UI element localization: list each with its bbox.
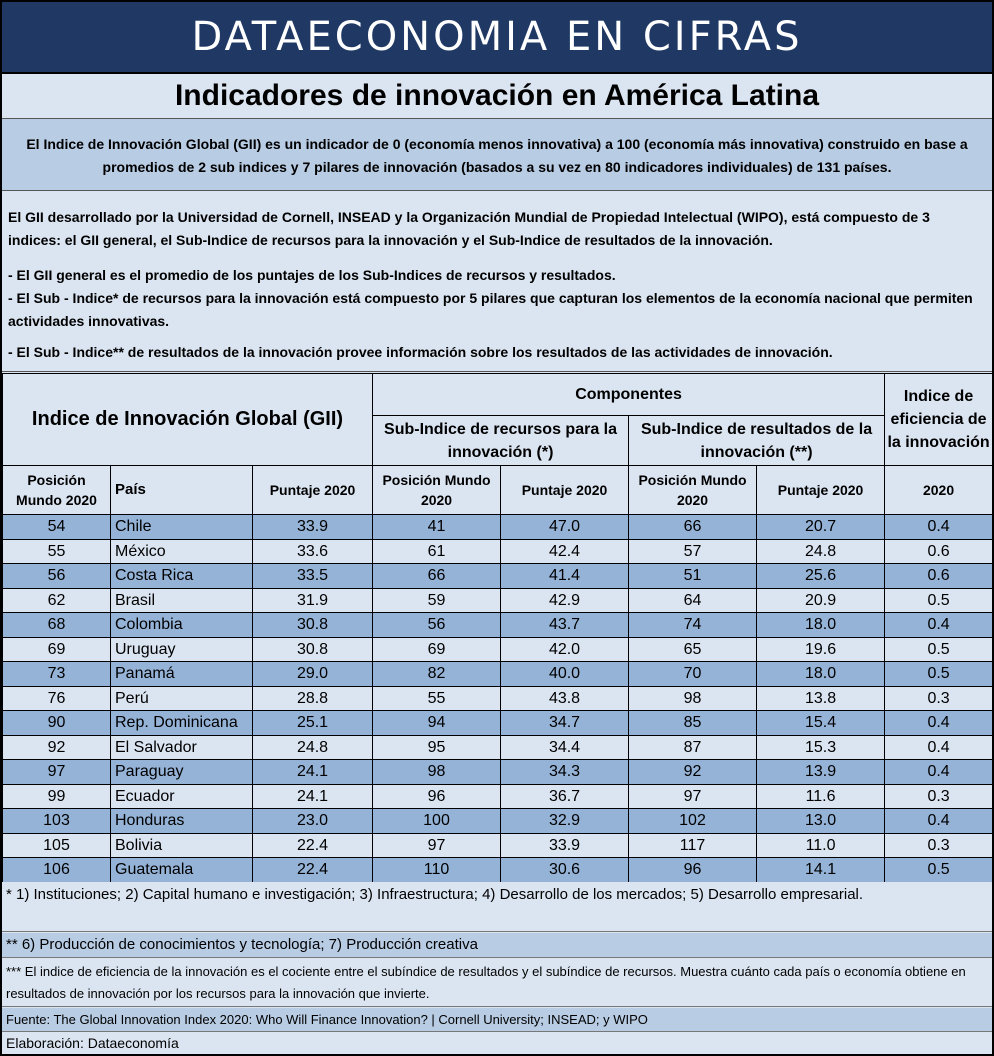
posicion-cell: 106	[3, 858, 111, 883]
table-row	[3, 613, 993, 638]
table-row	[3, 662, 993, 687]
rec-posicion-cell: 82	[373, 662, 501, 687]
rec-posicion-cell: 66	[373, 564, 501, 589]
table-row	[3, 809, 993, 834]
posicion-cell: 99	[3, 784, 111, 809]
pais-cell: Panamá	[111, 662, 253, 687]
gii-table-body	[3, 515, 993, 883]
res-posicion-cell: 98	[629, 686, 757, 711]
pais-cell: México	[111, 539, 253, 564]
rec-puntaje-cell: 34.3	[501, 760, 629, 785]
res-posicion-cell: 51	[629, 564, 757, 589]
eficiencia-cell: 0.3	[885, 686, 993, 711]
eficiencia-cell: 0.3	[885, 784, 993, 809]
rec-puntaje-cell: 41.4	[501, 564, 629, 589]
rec-posicion-cell: 96	[373, 784, 501, 809]
rec-puntaje-cell: 32.9	[501, 809, 629, 834]
rec-posicion-cell: 97	[373, 833, 501, 858]
eficiencia-cell: 0.6	[885, 564, 993, 589]
eficiencia-cell: 0.4	[885, 809, 993, 834]
puntaje-cell: 33.9	[253, 515, 373, 540]
eficiencia-cell: 0.5	[885, 858, 993, 883]
eficiencia-cell: 0.4	[885, 760, 993, 785]
res-posicion-cell: 74	[629, 613, 757, 638]
eficiencia-cell: 0.5	[885, 588, 993, 613]
rec-puntaje-cell: 34.7	[501, 711, 629, 736]
puntaje-cell: 22.4	[253, 833, 373, 858]
pais-cell: Brasil	[111, 588, 253, 613]
rec-posicion-cell: 56	[373, 613, 501, 638]
posicion-cell: 69	[3, 637, 111, 662]
res-puntaje-cell: 18.0	[757, 662, 885, 687]
res-puntaje-cell: 14.1	[757, 858, 885, 883]
res-posicion-cell: 70	[629, 662, 757, 687]
col-rec-puntaje-header: Puntaje 2020	[501, 466, 629, 515]
puntaje-cell: 31.9	[253, 588, 373, 613]
res-puntaje-cell: 13.9	[757, 760, 885, 785]
puntaje-cell: 30.8	[253, 613, 373, 638]
description-bullet-general: - El GII general es el promedio de los puntajes de los Sub-Indices de recursos y resultados.	[8, 267, 616, 283]
res-puntaje-cell: 20.9	[757, 588, 885, 613]
rec-puntaje-cell: 42.9	[501, 588, 629, 613]
posicion-cell: 55	[3, 539, 111, 564]
eficiencia-cell: 0.5	[885, 662, 993, 687]
table-row	[3, 588, 993, 613]
rec-posicion-cell: 69	[373, 637, 501, 662]
rec-posicion-cell: 41	[373, 515, 501, 540]
table-row	[3, 760, 993, 785]
posicion-cell: 68	[3, 613, 111, 638]
col-posicion-header: Posición Mundo 2020	[3, 466, 111, 515]
rec-puntaje-cell: 43.8	[501, 686, 629, 711]
posicion-cell: 97	[3, 760, 111, 785]
pais-cell: Ecuador	[111, 784, 253, 809]
gii-table	[2, 373, 993, 883]
col-puntaje-header: Puntaje 2020	[253, 466, 373, 515]
componentes-header: Componentes	[373, 374, 885, 416]
table-row	[3, 858, 993, 883]
res-puntaje-cell: 24.8	[757, 539, 885, 564]
eficiencia-cell: 0.6	[885, 539, 993, 564]
pais-cell: Guatemala	[111, 858, 253, 883]
res-posicion-cell: 102	[629, 809, 757, 834]
pais-cell: Uruguay	[111, 637, 253, 662]
table-row	[3, 711, 993, 736]
pais-cell: Costa Rica	[111, 564, 253, 589]
posicion-cell: 105	[3, 833, 111, 858]
puntaje-cell: 24.8	[253, 735, 373, 760]
puntaje-cell: 25.1	[253, 711, 373, 736]
footnote-eficiencia: *** El indice de eficiencia de la innovación es el cociente entre el subíndice de resultados y el subíndice de recursos. Muestra cuánto cada país o economía obtiene en resultados de innovación por los recursos para la innovación que invierte.	[2, 959, 992, 1007]
credit-note: Elaboración: Dataeconomía	[2, 1033, 992, 1054]
res-posicion-cell: 57	[629, 539, 757, 564]
footnote-resultados: ** 6) Producción de conocimientos y tecnología; 7) Producción creativa	[2, 933, 992, 958]
source-note: Fuente: The Global Innovation Index 2020: Who Will Finance Innovation? | Cornell University; INSEAD; y WIPO	[2, 1008, 992, 1032]
rec-puntaje-cell: 36.7	[501, 784, 629, 809]
res-posicion-cell: 64	[629, 588, 757, 613]
res-posicion-cell: 97	[629, 784, 757, 809]
intro-text: El Indice de Innovación Global (GII) es un indicador de 0 (economía menos innovativa) a 100 (economía más innovativa) construido en base a promedios de 2 sub indices y 7 pilares de innovación (basados a su vez en 80 indicadores individuales) de 131 países.	[2, 119, 992, 191]
res-posicion-cell: 66	[629, 515, 757, 540]
res-puntaje-cell: 20.7	[757, 515, 885, 540]
posicion-cell: 103	[3, 809, 111, 834]
rec-puntaje-cell: 34.4	[501, 735, 629, 760]
table-row	[3, 515, 993, 540]
pais-cell: Chile	[111, 515, 253, 540]
description-paragraph: El GII desarrollado por la Universidad de Cornell, INSEAD y la Organización Mundial de Propiedad Intelectual (WIPO), está compuesto de 3 indices: el GII general, el Sub-Indice de recursos para la innovación y el Sub-Indice de resultados de la innovación.	[8, 209, 930, 248]
banner-title: DATAECONOMIA EN CIFRAS	[2, 2, 992, 74]
eficiencia-cell: 0.4	[885, 735, 993, 760]
table-row	[3, 686, 993, 711]
rec-puntaje-cell: 30.6	[501, 858, 629, 883]
res-posicion-cell: 85	[629, 711, 757, 736]
posicion-cell: 56	[3, 564, 111, 589]
res-posicion-cell: 65	[629, 637, 757, 662]
col-res-posicion-header: Posición Mundo 2020	[629, 466, 757, 515]
description-bullet-resultados: - El Sub - Indice** de resultados de la innovación provee información sobre los resultados de las actividades de innovación.	[8, 344, 833, 360]
posicion-cell: 62	[3, 588, 111, 613]
res-puntaje-cell: 13.0	[757, 809, 885, 834]
col-eficiencia-header: 2020	[885, 466, 993, 515]
rec-posicion-cell: 100	[373, 809, 501, 834]
puntaje-cell: 29.0	[253, 662, 373, 687]
res-posicion-cell: 92	[629, 760, 757, 785]
rec-posicion-cell: 55	[373, 686, 501, 711]
rec-puntaje-cell: 42.4	[501, 539, 629, 564]
puntaje-cell: 23.0	[253, 809, 373, 834]
rec-puntaje-cell: 47.0	[501, 515, 629, 540]
pais-cell: El Salvador	[111, 735, 253, 760]
res-puntaje-cell: 19.6	[757, 637, 885, 662]
eficiencia-cell: 0.4	[885, 515, 993, 540]
puntaje-cell: 22.4	[253, 858, 373, 883]
sub-resultados-header: Sub-Indice de resultados de la innovación (**)	[629, 416, 885, 466]
res-puntaje-cell: 11.0	[757, 833, 885, 858]
res-puntaje-cell: 15.4	[757, 711, 885, 736]
eficiencia-cell: 0.4	[885, 711, 993, 736]
puntaje-cell: 30.8	[253, 637, 373, 662]
rec-posicion-cell: 98	[373, 760, 501, 785]
col-rec-posicion-header: Posición Mundo 2020	[373, 466, 501, 515]
posicion-cell: 90	[3, 711, 111, 736]
res-puntaje-cell: 18.0	[757, 613, 885, 638]
pais-cell: Paraguay	[111, 760, 253, 785]
sub-recursos-header: Sub-Indice de recursos para la innovación (*)	[373, 416, 629, 466]
table-row	[3, 539, 993, 564]
table-row	[3, 637, 993, 662]
rec-puntaje-cell: 43.7	[501, 613, 629, 638]
pais-cell: Bolivia	[111, 833, 253, 858]
eficiencia-cell: 0.3	[885, 833, 993, 858]
pais-cell: Perú	[111, 686, 253, 711]
rec-puntaje-cell: 33.9	[501, 833, 629, 858]
res-puntaje-cell: 15.3	[757, 735, 885, 760]
res-posicion-cell: 96	[629, 858, 757, 883]
posicion-cell: 76	[3, 686, 111, 711]
rec-puntaje-cell: 42.0	[501, 637, 629, 662]
col-pais-header: País	[111, 466, 253, 515]
puntaje-cell: 24.1	[253, 760, 373, 785]
res-puntaje-cell: 25.6	[757, 564, 885, 589]
rec-posicion-cell: 110	[373, 858, 501, 883]
rec-puntaje-cell: 40.0	[501, 662, 629, 687]
puntaje-cell: 24.1	[253, 784, 373, 809]
table-row	[3, 784, 993, 809]
res-posicion-cell: 87	[629, 735, 757, 760]
footnote-recursos: * 1) Instituciones; 2) Capital humano e investigación; 3) Infraestructura; 4) Desarrollo de los mercados; 5) Desarrollo empresarial.	[2, 882, 992, 932]
eficiencia-cell: 0.4	[885, 613, 993, 638]
pais-cell: Rep. Dominicana	[111, 711, 253, 736]
res-puntaje-cell: 11.6	[757, 784, 885, 809]
page-title: Indicadores de innovación en América Latina	[2, 74, 992, 119]
table-row	[3, 833, 993, 858]
rec-posicion-cell: 95	[373, 735, 501, 760]
description-block	[2, 192, 992, 372]
rec-posicion-cell: 94	[373, 711, 501, 736]
puntaje-cell: 28.8	[253, 686, 373, 711]
eficiencia-cell: 0.5	[885, 637, 993, 662]
gii-header: Indice de Innovación Global (GII)	[3, 374, 373, 466]
pais-cell: Honduras	[111, 809, 253, 834]
posicion-cell: 92	[3, 735, 111, 760]
posicion-cell: 73	[3, 662, 111, 687]
rec-posicion-cell: 59	[373, 588, 501, 613]
pais-cell: Colombia	[111, 613, 253, 638]
table-row	[3, 735, 993, 760]
table-row	[3, 564, 993, 589]
res-posicion-cell: 117	[629, 833, 757, 858]
eficiencia-header: Indice de eficiencia de la innovación	[885, 374, 993, 466]
posicion-cell: 54	[3, 515, 111, 540]
col-res-puntaje-header: Puntaje 2020	[757, 466, 885, 515]
rec-posicion-cell: 61	[373, 539, 501, 564]
res-puntaje-cell: 13.8	[757, 686, 885, 711]
puntaje-cell: 33.6	[253, 539, 373, 564]
puntaje-cell: 33.5	[253, 564, 373, 589]
description-bullet-recursos: - El Sub - Indice* de recursos para la innovación está compuesto por 5 pilares que capturan los elementos de la economía nacional que permiten actividades innovativas.	[8, 290, 973, 329]
